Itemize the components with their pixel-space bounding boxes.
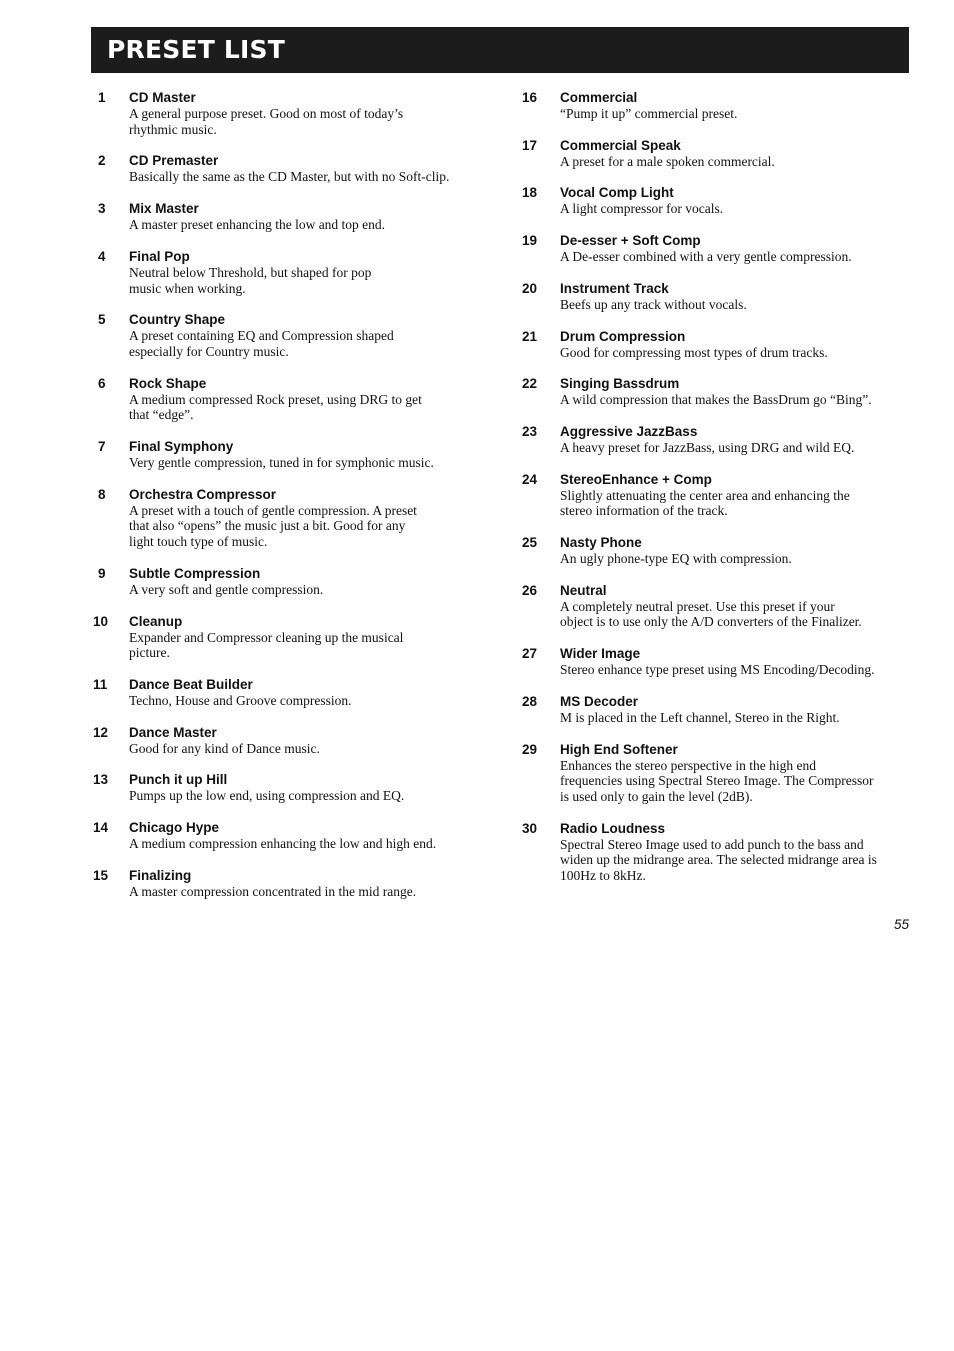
preset-name: Chicago Hype [129,820,220,836]
preset-item [522,423,912,456]
page-number: 55 [893,917,909,932]
preset-name: StereoEnhance + Comp [560,471,712,487]
preset-item [91,613,491,661]
preset-description: Basically the same as the CD Master, but with no Soft-clip. [129,169,450,185]
preset-number: 25 [522,535,538,551]
preset-item [91,89,491,137]
preset-name: Cleanup [129,613,183,629]
preset-item [91,438,491,471]
preset-item [522,89,912,122]
preset-description: Stereo enhance type preset using MS Encoding/Decoding. [560,662,875,678]
preset-description: A medium compressed Rock preset, using DRG to get that “edge”. [129,391,422,423]
preset-description: A heavy preset for JazzBass, using DRG and wild EQ. [560,439,855,455]
preset-number: 24 [522,471,538,487]
preset-description: Expander and Compressor cleaning up the musical picture. [129,629,404,661]
preset-description: A master compression concentrated in the mid range. [129,883,417,899]
preset-item [522,280,912,313]
preset-item [91,676,491,709]
preset-name: Punch it up Hill [129,772,228,788]
preset-number: 7 [98,439,106,455]
preset-description: Enhances the stereo perspective in the high end frequencies using Spectral Stereo Image. The Compressor is used only to gain the level (2dB). [560,757,874,804]
preset-column-left [91,89,491,914]
preset-name: Neutral [560,582,607,598]
preset-number: 16 [522,90,538,105]
preset-item [91,248,491,296]
preset-item [522,534,912,567]
preset-number: 23 [522,423,538,439]
page-title: PRESET LIST [107,35,285,64]
preset-name: MS Decoder [560,693,639,709]
preset-item [91,771,491,804]
preset-name: CD Master [129,90,196,105]
preset-item [91,486,491,550]
preset-description: Pumps up the low end, using compression and EQ. [129,788,405,804]
preset-number: 28 [522,693,538,709]
preset-item [522,184,912,217]
preset-name: Aggressive JazzBass [560,423,698,439]
preset-description: An ugly phone-type EQ with compression. [560,551,792,567]
preset-description: A medium compression enhancing the low and high end. [129,836,437,852]
preset-description: Techno, House and Groove compression. [129,692,352,708]
preset-item [522,328,912,361]
preset-item [522,137,912,170]
preset-item [91,152,491,185]
preset-item [91,724,491,757]
preset-description: M is placed in the Left channel, Stereo in the Right. [560,709,840,725]
preset-description: A preset containing EQ and Compression shaped especially for Country music. [129,328,394,359]
preset-number: 9 [98,565,106,581]
preset-column-right [522,89,912,899]
preset-name: De-esser + Soft Comp [560,233,701,249]
preset-number: 29 [522,741,538,757]
preset-number: 22 [522,376,538,392]
preset-name: Finalizing [129,867,192,883]
preset-name: Rock Shape [129,375,207,391]
preset-description: A preset for a male spoken commercial. [560,153,775,169]
preset-description: A light compressor for vocals. [560,201,724,217]
preset-number: 14 [93,820,109,836]
preset-number: 8 [98,486,106,502]
preset-item [522,645,912,678]
preset-item [522,232,912,265]
preset-description: A wild compression that makes the BassDrum go “Bing”. [560,392,872,408]
preset-number: 18 [522,185,538,201]
preset-description: Very gentle compression, tuned in for symphonic music. [129,455,434,471]
preset-item [522,820,912,884]
preset-number: 11 [93,676,108,692]
preset-number: 2 [98,153,106,169]
preset-description: Neutral below Threshold, but shaped for pop music when working. [129,264,372,296]
preset-name: Drum Compression [560,328,686,344]
preset-item [522,741,912,805]
preset-name: Commercial Speak [560,137,681,153]
preset-name: CD Premaster [129,153,219,169]
preset-name: Dance Master [129,724,217,740]
preset-item [522,582,912,630]
preset-item [91,819,491,852]
preset-number: 27 [522,646,538,662]
preset-description: Beefs up any track without vocals. [560,296,747,312]
preset-name: Mix Master [129,201,199,217]
preset-description: “Pump it up” commercial preset. [560,106,738,121]
preset-description: Spectral Stereo Image used to add punch to the bass and widen up the midrange area. The selected midrange area is 100Hz to 8kHz. [560,836,877,884]
preset-number: 12 [93,724,109,740]
preset-description: A completely neutral preset. Use this preset if your object is to use only the A/D converters of the Finalizer. [560,598,862,630]
preset-name: Final Symphony [129,439,234,455]
preset-number: 1 [98,90,106,105]
preset-item [91,375,491,423]
preset-description: A very soft and gentle compression. [129,581,324,597]
preset-description: A master preset enhancing the low and top end. [129,217,386,233]
preset-name: Radio Loudness [560,820,666,836]
preset-name: Country Shape [129,312,226,328]
preset-name: Nasty Phone [560,535,642,551]
preset-number: 13 [93,772,109,788]
preset-number: 6 [98,375,106,391]
preset-number: 19 [522,233,538,249]
preset-name: Commercial [560,90,638,105]
preset-number: 5 [98,312,106,328]
preset-item [91,200,491,233]
preset-item [522,693,912,726]
page-header [91,27,909,73]
preset-name: Subtle Compression [129,565,261,581]
preset-number: 20 [522,280,538,296]
preset-number: 10 [93,613,109,629]
preset-name: Vocal Comp Light [560,185,674,201]
preset-description: A general purpose preset. Good on most of today’s rhythmic music. [129,106,404,137]
preset-name: Instrument Track [560,280,669,296]
preset-item [91,311,491,359]
preset-number: 26 [522,582,538,598]
preset-number: 4 [98,248,106,264]
preset-description: A preset with a touch of gentle compression. A preset that also “opens” the music just a bit. Good for any light touch type of music. [129,502,417,550]
preset-number: 3 [98,201,106,217]
preset-name: Wider Image [560,646,641,662]
preset-description: Good for any kind of Dance music. [129,740,320,756]
preset-number: 21 [522,328,538,344]
preset-name: Dance Beat Builder [129,676,253,692]
preset-number: 15 [93,867,109,883]
preset-name: Singing Bassdrum [560,376,680,392]
preset-name: Orchestra Compressor [129,486,277,502]
preset-description: Slightly attenuating the center area and enhancing the stereo information of the track. [560,487,850,519]
preset-number: 30 [522,820,538,836]
preset-number: 17 [522,137,538,153]
preset-description: A De-esser combined with a very gentle compression. [560,249,852,265]
preset-name: High End Softener [560,741,678,757]
preset-name: Final Pop [129,248,190,264]
preset-description: Good for compressing most types of drum tracks. [560,344,828,360]
preset-item [522,375,912,408]
preset-item [91,867,491,900]
preset-item [522,471,912,519]
preset-item [91,565,491,598]
